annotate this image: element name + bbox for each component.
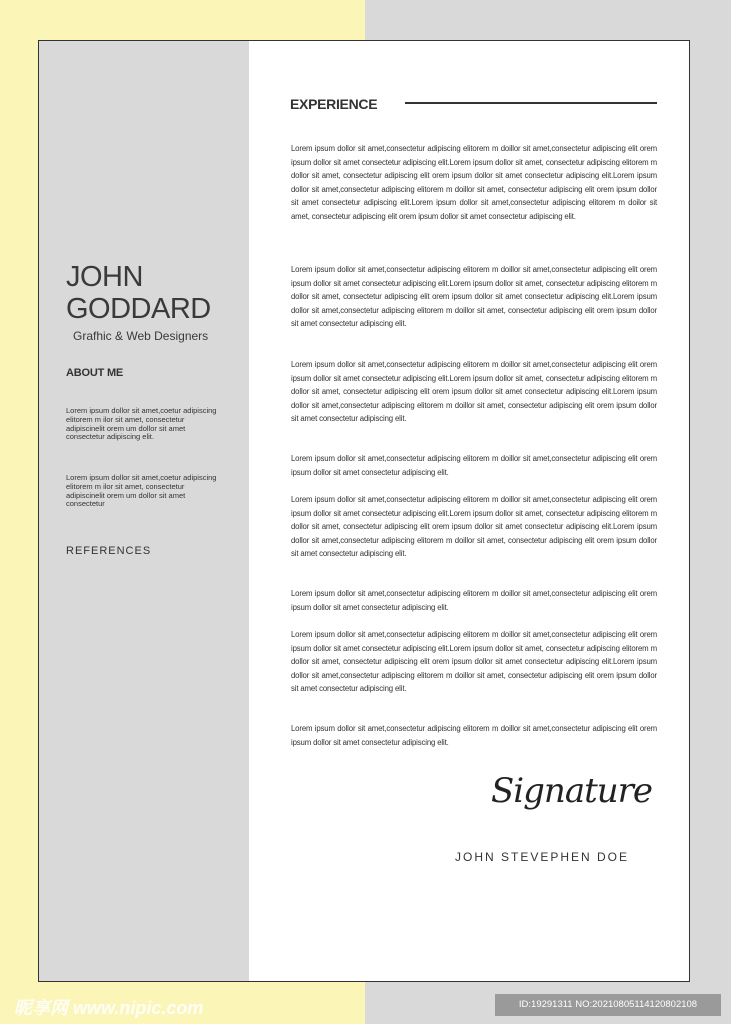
candidate-name	[66, 261, 211, 325]
candidate-first-name: JOHN	[66, 261, 143, 293]
experience-heading: EXPERIENCE	[290, 96, 378, 112]
experience-paragraph: Lorem ipsum dollor sit amet,consectetur adipiscing elitorem m doillor sit amet,consectetur adipiscing elit orem ipsum dollor sit amet consectetur adipiscing elit.Lorem ipsum dollor sit amet, consectetur adipiscing elitorem m dollor sit amet, consectetur adipiscing elit orem ipsum dollor sit amet consectetur adipiscing elit.Lorem ipsum dollor sit amet,consectetur adipiscing elitorem m doillor sit amet, consectetur adipiscing elit orem ipsum dollor sit amet consectetur adipiscing elit.	[291, 630, 657, 694]
references-heading: REFERENCES	[66, 545, 152, 557]
experience-paragraph: Lorem ipsum dollor sit amet,consectetur adipiscing elitorem m doillor sit amet,consectetur adipiscing elit orem ipsum dollor sit amet consectetur adipiscing elit.	[291, 454, 657, 477]
experience-paragraph: Lorem ipsum dollor sit amet,consectetur adipiscing elitorem m doillor sit amet,consectetur adipiscing elit orem ipsum dollor sit amet consectetur adipiscing elit.Lorem ipsum dollor sit amet, consectetur adipiscing elitorem m dollor sit amet, consectetur adipiscing elit orem ipsum dollor sit amet consectetur adipiscing elit.Lorem ipsum dollor sit amet,consectetur adipiscing elitorem m doillor sit amet, consectetur adipiscing elit orem ipsum dollor sit amet consectetur adipiscing elit.	[291, 265, 657, 329]
signature: Signature	[491, 771, 653, 811]
experience-paragraph: Lorem ipsum dollor sit amet,consectetur adipiscing elitorem m doillor sit amet,consectetur adipiscing elit orem ipsum dollor sit amet consectetur adipiscing elit.	[291, 724, 657, 747]
job-title: Grafhic & Web Designers	[73, 329, 209, 343]
experience-paragraph: Lorem ipsum dollor sit amet,consectetur adipiscing elitorem m doillor sit amet,consectetur adipiscing elit orem ipsum dollor sit amet consectetur adipiscing elit.Lorem ipsum dollor sit amet, consectetur adipiscing elitorem m dollor sit amet, consectetur adipiscing elit orem ipsum dollor sit amet consectetur adipiscing elit.Lorem ipsum dollor sit amet,consectetur adipiscing elitorem m doillor sit amet, consectetur adipiscing elit orem ipsum dollor sit amet consectetur adipiscing elit.	[291, 495, 657, 559]
about-me-heading: ABOUT ME	[66, 367, 124, 379]
candidate-last-name: GODDARD	[66, 293, 211, 325]
resume-page	[38, 40, 690, 982]
about-me-paragraph: Lorem ipsum dollor sit amet,coetur adipiscing elitorem m ilor sit amet, consectetur adipiscinelit orem um dollor sit amet consectetur adipiscing elit.	[66, 406, 217, 442]
experience-paragraph: Lorem ipsum dollor sit amet,consectetur adipiscing elitorem m doillor sit amet,consectetur adipiscing elit orem ipsum dollor sit amet consectetur adipiscing elit.Lorem ipsum dollor sit amet, consectetur adipiscing elitorem m dollor sit amet, consectetur adipiscing elit orem ipsum dollor sit amet consectetur adipiscing elit.Lorem ipsum dollor sit amet,consectetur adipiscing elitorem m doillor sit amet, consectetur adipiscing elit orem ipsum dollor sit amet consectetur adipiscing elit.	[291, 360, 657, 424]
resume-sidebar	[39, 41, 249, 981]
watermark-id: ID:19291311 NO:20210805114120802108	[495, 994, 721, 1016]
about-me-paragraph: Lorem ipsum dollor sit amet,coetur adipiscing elitorem m ilor sit amet, consectetur adipiscinelit orem um dollor sit amet consectetur	[66, 473, 217, 509]
experience-paragraph: Lorem ipsum dollor sit amet,consectetur adipiscing elitorem m doillor sit amet,consectetur adipiscing elit orem ipsum dollor sit amet consectetur adipiscing elit.Lorem ipsum dollor sit amet, consectetur adipiscing elitorem m dollor sit amet, consectetur adipiscing elit orem ipsum dollor sit amet consectetur adipiscing elit.Lorem ipsum dollor sit amet,consectetur adipiscing elitorem m doillor sit amet, consectetur adipiscing elit orem ipsum dollor sit amet consectetur adipiscing elit.Lorem ipsum dollor sit amet,consectetur adipiscing elitorem m doilor sit amet, consectetur adipiscing elit orem ipsum dollor sit amet consectetur adipiscing elit.	[291, 144, 657, 221]
signer-name: JOHN STEVEPHEN DOE	[455, 850, 630, 864]
experience-divider	[405, 102, 657, 104]
watermark-logo: 昵享网 www.nipic.com	[14, 998, 204, 1018]
experience-paragraph: Lorem ipsum dollor sit amet,consectetur adipiscing elitorem m doillor sit amet,consectetur adipiscing elit orem ipsum dollor sit amet consectetur adipiscing elit.	[291, 589, 657, 612]
